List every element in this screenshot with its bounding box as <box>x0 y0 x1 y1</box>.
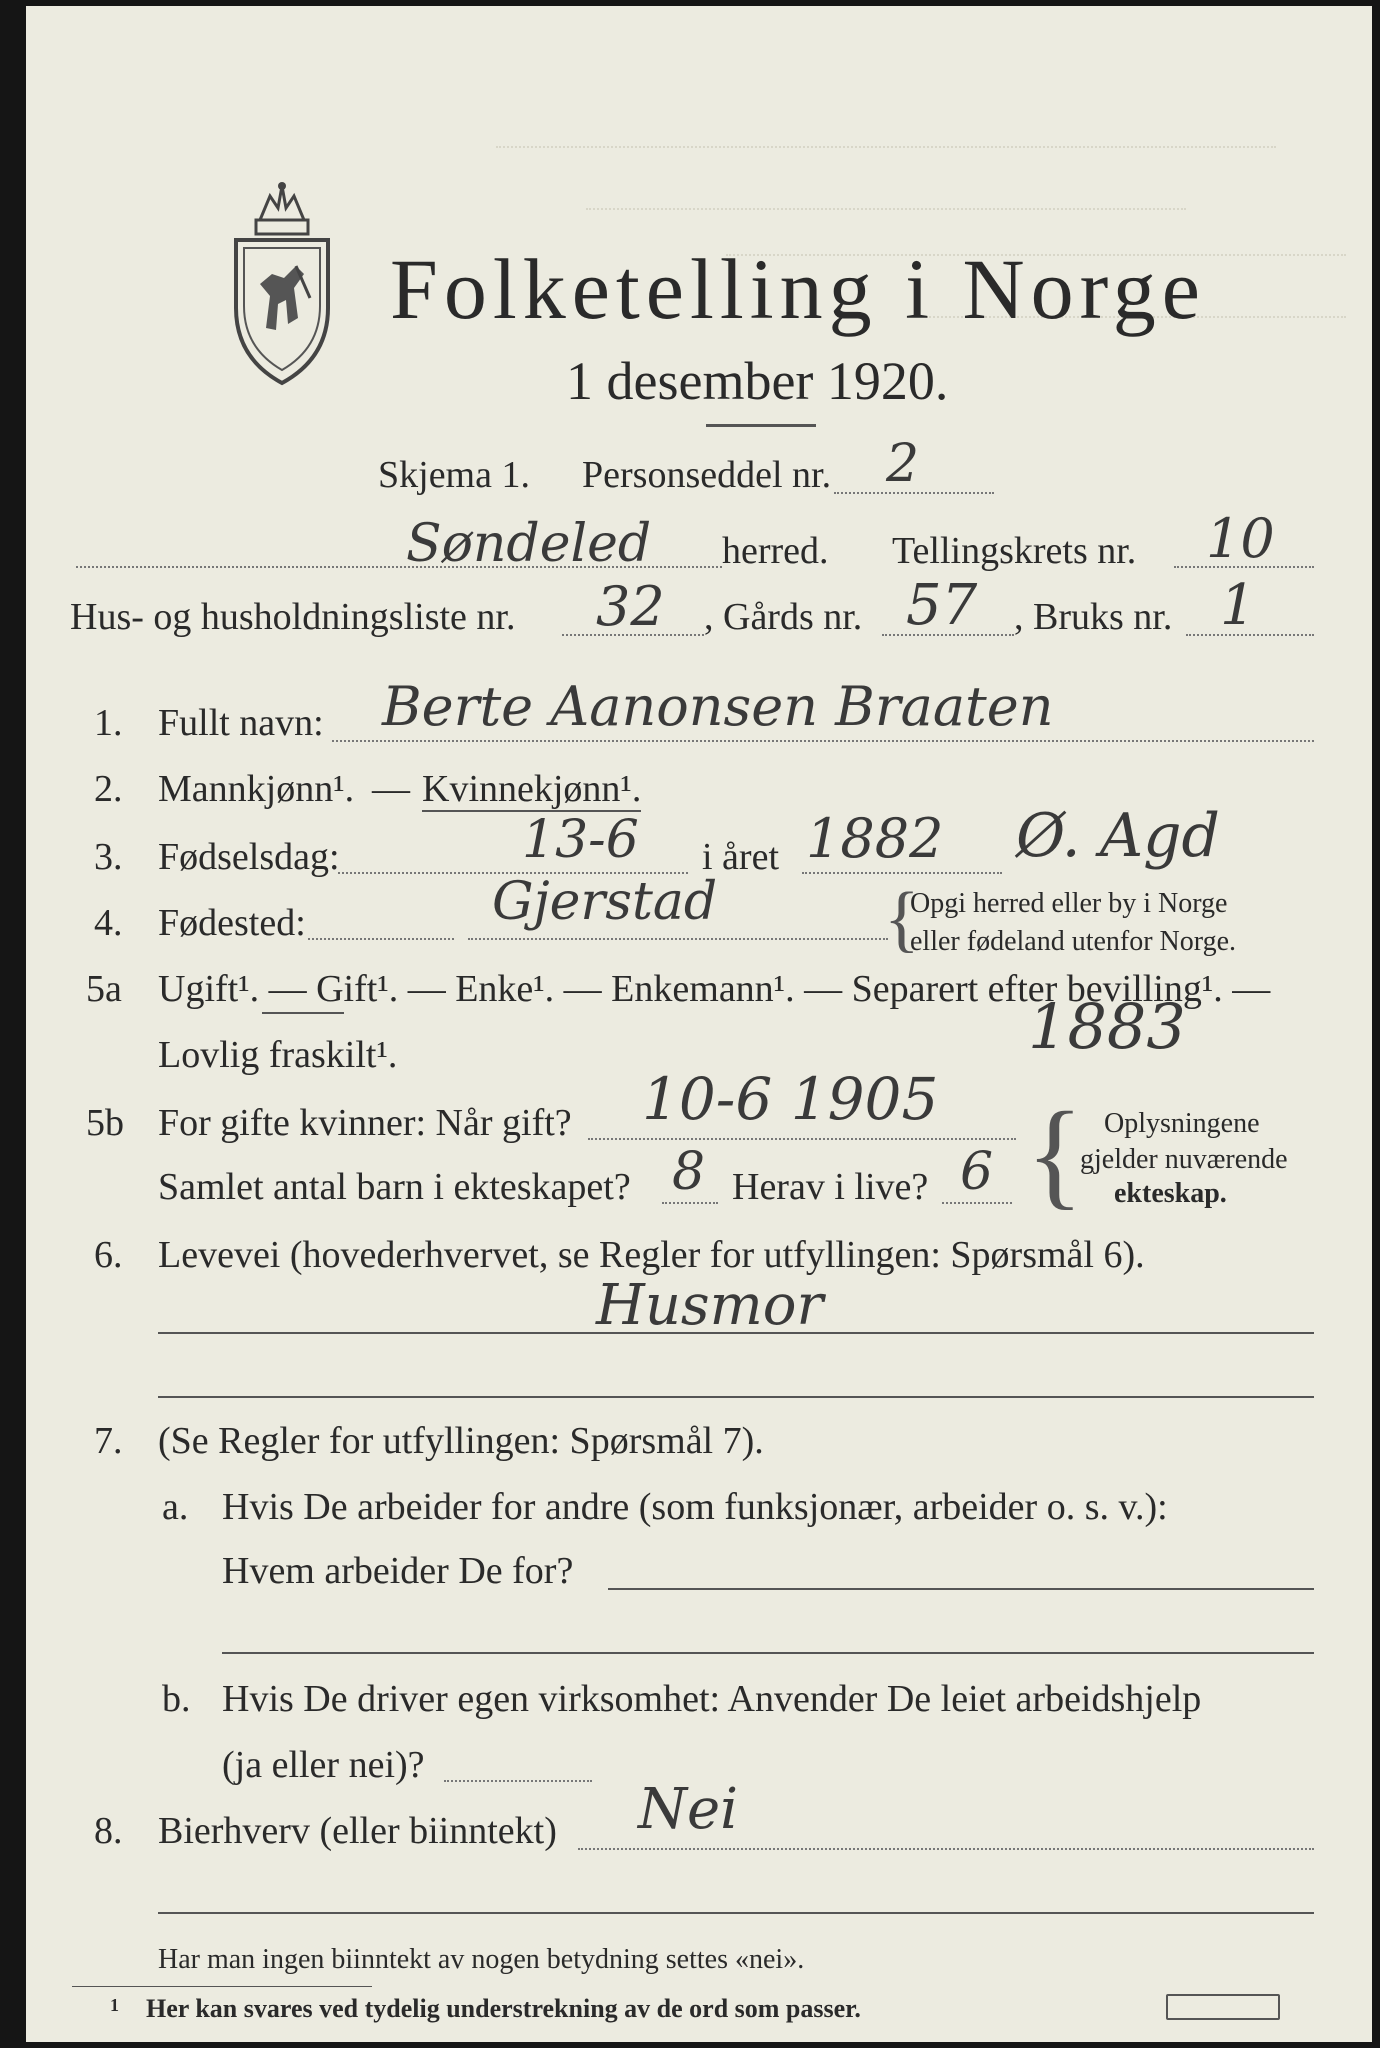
q7-number: 7. <box>94 1420 123 1462</box>
hus-value[interactable]: 32 <box>596 575 665 638</box>
q7a-number: a. <box>162 1486 189 1528</box>
alive-label: Herav i live? <box>732 1166 929 1208</box>
census-date: 1 desember 1920. <box>566 351 949 411</box>
marital-status-options[interactable]: Ugift¹. — Gift¹. — Enke¹. — Enkemann¹. — Separert efter bevilling¹. — <box>158 968 1271 1010</box>
q3-label: Fødselsdag: <box>158 836 340 878</box>
herred-value[interactable]: Søndeled <box>406 514 652 574</box>
q4-label: Fødested: <box>158 902 306 944</box>
children-value[interactable]: 8 <box>672 1142 706 1202</box>
marriage-date-value[interactable]: 10-6 1905 <box>642 1065 939 1133</box>
footer-note: Har man ingen biinntekt av nogen betydning settes «nei». <box>158 1944 805 1975</box>
form-title: Folketelling i Norge <box>390 241 1206 337</box>
footnote-mark: 1 <box>110 1995 119 2015</box>
occupation-value[interactable]: Husmor <box>596 1273 824 1338</box>
q2-number: 2. <box>94 768 123 810</box>
birthplace-hint-2: eller fødeland utenfor Norge. <box>910 926 1237 957</box>
q7b-line1: Hvis De driver egen virksomhet: Anvender De leiet arbeidshjelp <box>222 1678 1202 1720</box>
female-option[interactable]: Kvinnekjønn¹. <box>422 768 642 810</box>
marriage-hint-3: ekteskap. <box>1114 1178 1227 1209</box>
q7-label: (Se Regler for utfyllingen: Spørsmål 7). <box>158 1420 764 1462</box>
q5b-number: 5b <box>86 1102 124 1144</box>
q5a-number: 5a <box>86 968 122 1010</box>
tellingskrets-label: Tellingskrets nr. <box>892 530 1137 572</box>
hus-label: Hus- og husholdningsliste nr. <box>70 596 516 638</box>
q3-number: 3. <box>94 836 123 878</box>
q6-number: 6. <box>94 1234 123 1276</box>
personseddel-value[interactable]: 2 <box>886 434 920 494</box>
birthplace-hint-1: Opgi herred eller by i Norge <box>910 888 1228 919</box>
birthplace-value[interactable]: Gjerstad <box>492 872 718 932</box>
q7a-line1: Hvis De arbeider for andre (som funksjonær, arbeider o. s. v.): <box>222 1486 1168 1528</box>
children-label: Samlet antal barn i ekteskapet? <box>158 1166 631 1208</box>
marital-year-note: 1883 <box>1028 990 1186 1063</box>
q4-number: 4. <box>94 902 123 944</box>
year-label: i året <box>702 836 780 878</box>
birth-region-note: Ø. Agd <box>1016 801 1220 871</box>
personseddel-label: Personseddel nr. <box>582 454 832 496</box>
q7b-line2: (ja eller nei)? <box>222 1744 425 1786</box>
divorced-option[interactable]: Lovlig fraskilt¹. <box>158 1034 398 1076</box>
coat-of-arms-icon <box>226 178 338 388</box>
q8-number: 8. <box>94 1810 123 1852</box>
tellingskrets-value[interactable]: 10 <box>1206 507 1275 570</box>
full-name-value[interactable]: Berte Aanonsen Braaten <box>382 675 1054 738</box>
male-option[interactable]: Mannkjønn¹. <box>158 768 355 810</box>
q2-dash: — <box>372 768 410 810</box>
q7a-line2: Hvem arbeider De for? <box>222 1550 574 1592</box>
skjema-label: Skjema 1. <box>378 454 530 496</box>
marriage-date-label: For gifte kvinner: Når gift? <box>158 1102 572 1144</box>
q1-number: 1. <box>94 702 123 744</box>
alive-value[interactable]: 6 <box>960 1142 994 1202</box>
q8-label: Bierhverv (eller biinntekt) <box>158 1810 557 1852</box>
bruks-label: , Bruks nr. <box>1014 596 1173 638</box>
q7b-number: b. <box>162 1678 191 1720</box>
marriage-hint-1: Oplysningene <box>1104 1108 1260 1139</box>
gards-value[interactable]: 57 <box>906 573 978 638</box>
side-income-value[interactable]: Nei <box>638 1777 739 1842</box>
birth-year-value[interactable]: 1882 <box>806 807 944 870</box>
footnote-text: Her kan svares ved tydelig understrekning av de ord som passer. <box>146 1994 861 2023</box>
printer-stamp <box>1166 1994 1280 2020</box>
birth-day-value[interactable]: 13-6 <box>522 810 639 870</box>
q6-label: Levevei (hovederhvervet, se Regler for utfyllingen: Spørsmål 6). <box>158 1234 1145 1276</box>
census-form: Folketelling i Norge 1 desember 1920. Skjema 1. Personseddel nr. 2 Søndeled herred. Tellingskrets nr. 10 Hus- og husholdningsliste nr. 32 , Gårds nr. 57 , Bruks nr. 1 1. Fullt navn: Berte Aanonsen Braaten 2. Mannkjønn¹. — Kvinnekjønn¹. 3. Fødselsdag: 13-6 i året 1882 Ø. Agd 4. Fødested: Gjerstad { Opgi herred eller by i Norge eller fødeland utenfor Norge. 5a Ugift¹. — Gift¹. — Enke¹. — Enkemann¹. — Separert efter bevilling¹. — Lovlig fraskilt¹. 1883 5b For gifte kvinner: Når gift? 10-6 1905 Samlet antal barn i ekteskapet? 8 Herav i live? 6 { Oplysningene gjelder nuværende ekteskap. 6. Levevei (hovederhvervet, se Regler for utfyllingen: Spørsmål 6). Husmor 7. (Se Regler for utfyllingen: Spørsmål 7). a. Hvis De arbeider for andre (som funksjonær, arbeider o. s. v.): Hvem arbeider De for? b. Hvis De driver egen virksomhet: Anvender De leiet arbeidshjelp (ja eller nei)? 8. Bierhverv (eller biinntekt) Nei Har man ingen biinntekt av nogen betydning settes «nei». 1 Her kan svares ved tydelig understrekning av de ord som passer. <box>26 6 1372 2042</box>
q1-label: Fullt navn: <box>158 702 324 744</box>
marriage-hint-2: gjelder nuværende <box>1080 1144 1288 1175</box>
herred-label: herred. <box>722 530 829 572</box>
bruks-value[interactable]: 1 <box>1220 573 1256 638</box>
gards-label: , Gårds nr. <box>704 596 863 638</box>
